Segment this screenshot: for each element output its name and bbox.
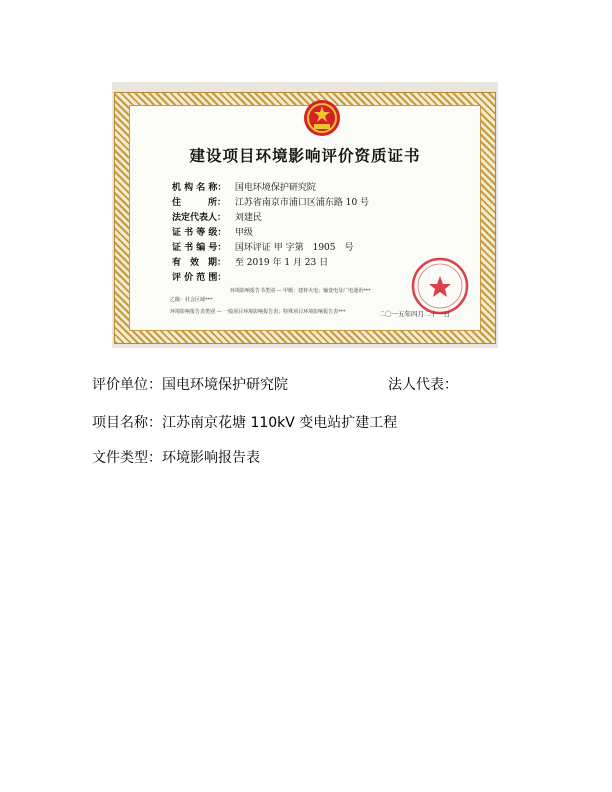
cert-row-validity xyxy=(172,255,328,268)
scope-line: 环境影响报告书类别 — 甲级：建材火电；输变电及广电通讯*** xyxy=(230,288,371,294)
cert-row-value: 至 2019 年 1 月 23 日 xyxy=(234,258,329,268)
cert-row-representative xyxy=(172,210,262,223)
scope-line: 乙级：社会区域*** xyxy=(170,297,213,303)
cert-row-label: 法定代表人： xyxy=(172,213,227,223)
cert-row-label: 机 构 名 称： xyxy=(172,183,227,193)
cert-row-value: 国电环境保护研究院 xyxy=(234,183,316,193)
evaluation-unit-value: 国电环境保护研究院 xyxy=(162,377,288,393)
cert-row-label: 证 书 编 号： xyxy=(172,243,227,253)
cert-row-value: 甲级 xyxy=(234,228,253,238)
cert-row-label: 住 所： xyxy=(172,198,227,208)
cert-row-scope xyxy=(172,270,235,283)
file-type-label: 文件类型： xyxy=(92,450,162,466)
certificate-body xyxy=(129,105,481,331)
cert-row-value: 刘建民 xyxy=(234,213,262,223)
cert-row-grade xyxy=(172,225,253,238)
cert-row-value: 江苏省南京市浦口区浦东路 10 号 xyxy=(234,198,370,208)
scope-line: 环境影响报告表类别 — 一般项目环境影响报告表；特殊项目环境影响报告表*** xyxy=(170,309,346,315)
cert-row-label: 有 效 期： xyxy=(172,258,227,268)
legal-representative-label: 法人代表： xyxy=(388,377,458,393)
cert-row-value: 国环评证 甲 字第 1905 号 xyxy=(234,243,354,253)
national-emblem-icon xyxy=(302,98,342,138)
cert-row-label: 评 价 范 围： xyxy=(172,273,227,283)
cert-row-name xyxy=(172,180,316,193)
issue-date: 二〇一五年四月二十一日 xyxy=(378,310,450,318)
official-seal-icon xyxy=(410,256,470,316)
certificate-title: 建设项目环境影响评价资质证书 xyxy=(189,146,421,165)
file-type-line xyxy=(92,447,260,467)
file-type-value: 环境影响报告表 xyxy=(162,450,260,466)
cert-row-address xyxy=(172,195,369,208)
project-name-line xyxy=(92,412,397,432)
evaluation-unit-label: 评价单位： xyxy=(92,377,162,393)
certificate-frame xyxy=(114,92,496,344)
evaluation-unit-line xyxy=(92,374,288,394)
cert-row-label: 证 书 等 级： xyxy=(172,228,227,238)
cert-row-number xyxy=(172,240,354,253)
project-name-value: 江苏南京花塘 110kV 变电站扩建工程 xyxy=(162,415,398,431)
certificate-photo xyxy=(112,82,498,348)
project-name-label: 项目名称： xyxy=(92,415,162,431)
